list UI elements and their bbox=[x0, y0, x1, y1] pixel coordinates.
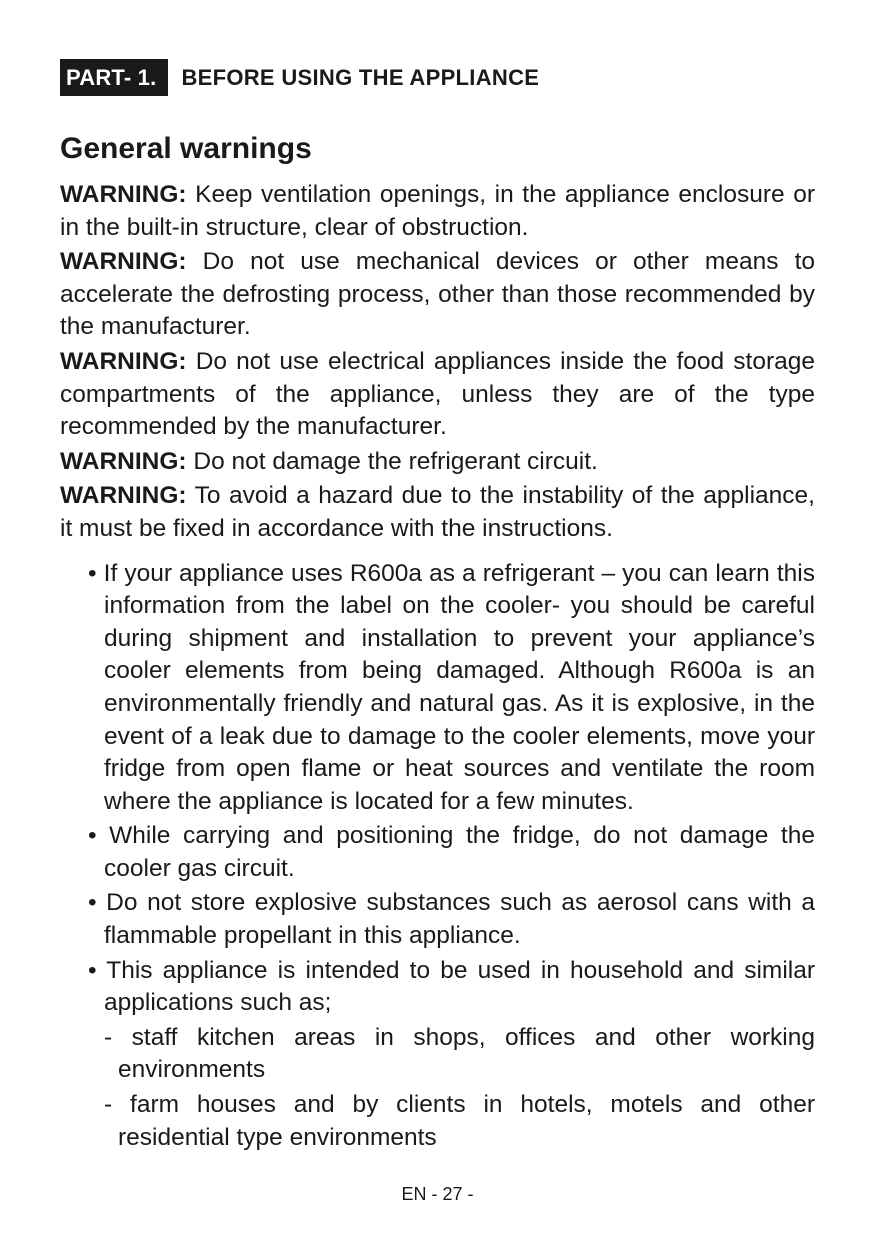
warning-label: WARNING: bbox=[60, 347, 187, 375]
warning-text: Do not use electrical appliances inside the food storage compartments of the appliance, unless they are of the type recommended by the manufacturer. bbox=[60, 347, 815, 441]
warning-text: To avoid a hazard due to the instability of the appliance, it must be fixed in accordance with the instructions. bbox=[60, 482, 815, 542]
bullet-list bbox=[60, 558, 815, 1155]
page-number: EN - 27 - bbox=[401, 1184, 474, 1204]
warning-label: WARNING: bbox=[60, 447, 187, 475]
warnings-list bbox=[60, 179, 815, 546]
bullet-item: • Do not store explosive substances such as aerosol cans with a flammable propellant in this appliance. bbox=[88, 889, 815, 950]
manual-page bbox=[60, 59, 815, 1156]
bullet-item bbox=[88, 955, 815, 1155]
warning-paragraph bbox=[60, 480, 815, 545]
warning-paragraph bbox=[60, 446, 815, 479]
warning-paragraph bbox=[60, 246, 815, 344]
bullet-item: • If your appliance uses R600a as a refrigerant – you can learn this information from the label on the cooler- you should be careful during shipment and installation to prevent your appliance’s cooler elements from being damaged. Although R600a is an environmentally friendly and natural gas. As it is explosive, in the event of a leak due to damage to the cooler elements, move your fridge from open flame or heat sources and ventilate the room where the appliance is located for a few minutes. bbox=[88, 559, 815, 815]
sub-item: - staff kitchen areas in shops, offices and other working environments bbox=[104, 1023, 815, 1084]
warning-text: Keep ventilation openings, in the appliance enclosure or in the built-in structure, clear of obstruction. bbox=[60, 181, 815, 241]
warning-label: WARNING: bbox=[60, 482, 187, 510]
warning-paragraph bbox=[60, 346, 815, 444]
warning-label: WARNING: bbox=[60, 248, 187, 276]
part-title: BEFORE USING THE APPLIANCE bbox=[181, 64, 540, 90]
sub-item: - farm houses and by clients in hotels, motels and other residential type environments bbox=[104, 1091, 815, 1151]
bullet-item-text: • This appliance is intended to be used in household and similar applications such as; bbox=[88, 956, 815, 1017]
section-title: General warnings bbox=[60, 132, 312, 165]
warning-label: WARNING: bbox=[60, 181, 187, 208]
warning-text: Do not use mechanical devices or other means to accelerate the defrosting process, other than those recommended by the manufacturer. bbox=[60, 248, 815, 341]
warning-text: Do not damage the refrigerant circuit. bbox=[186, 447, 598, 475]
sub-list bbox=[104, 1022, 815, 1154]
warning-paragraph bbox=[60, 179, 815, 244]
bullet-item: • While carrying and positioning the fridge, do not damage the cooler gas circuit. bbox=[88, 822, 815, 882]
part-label: PART- 1. bbox=[60, 59, 168, 96]
part-header bbox=[60, 59, 815, 96]
